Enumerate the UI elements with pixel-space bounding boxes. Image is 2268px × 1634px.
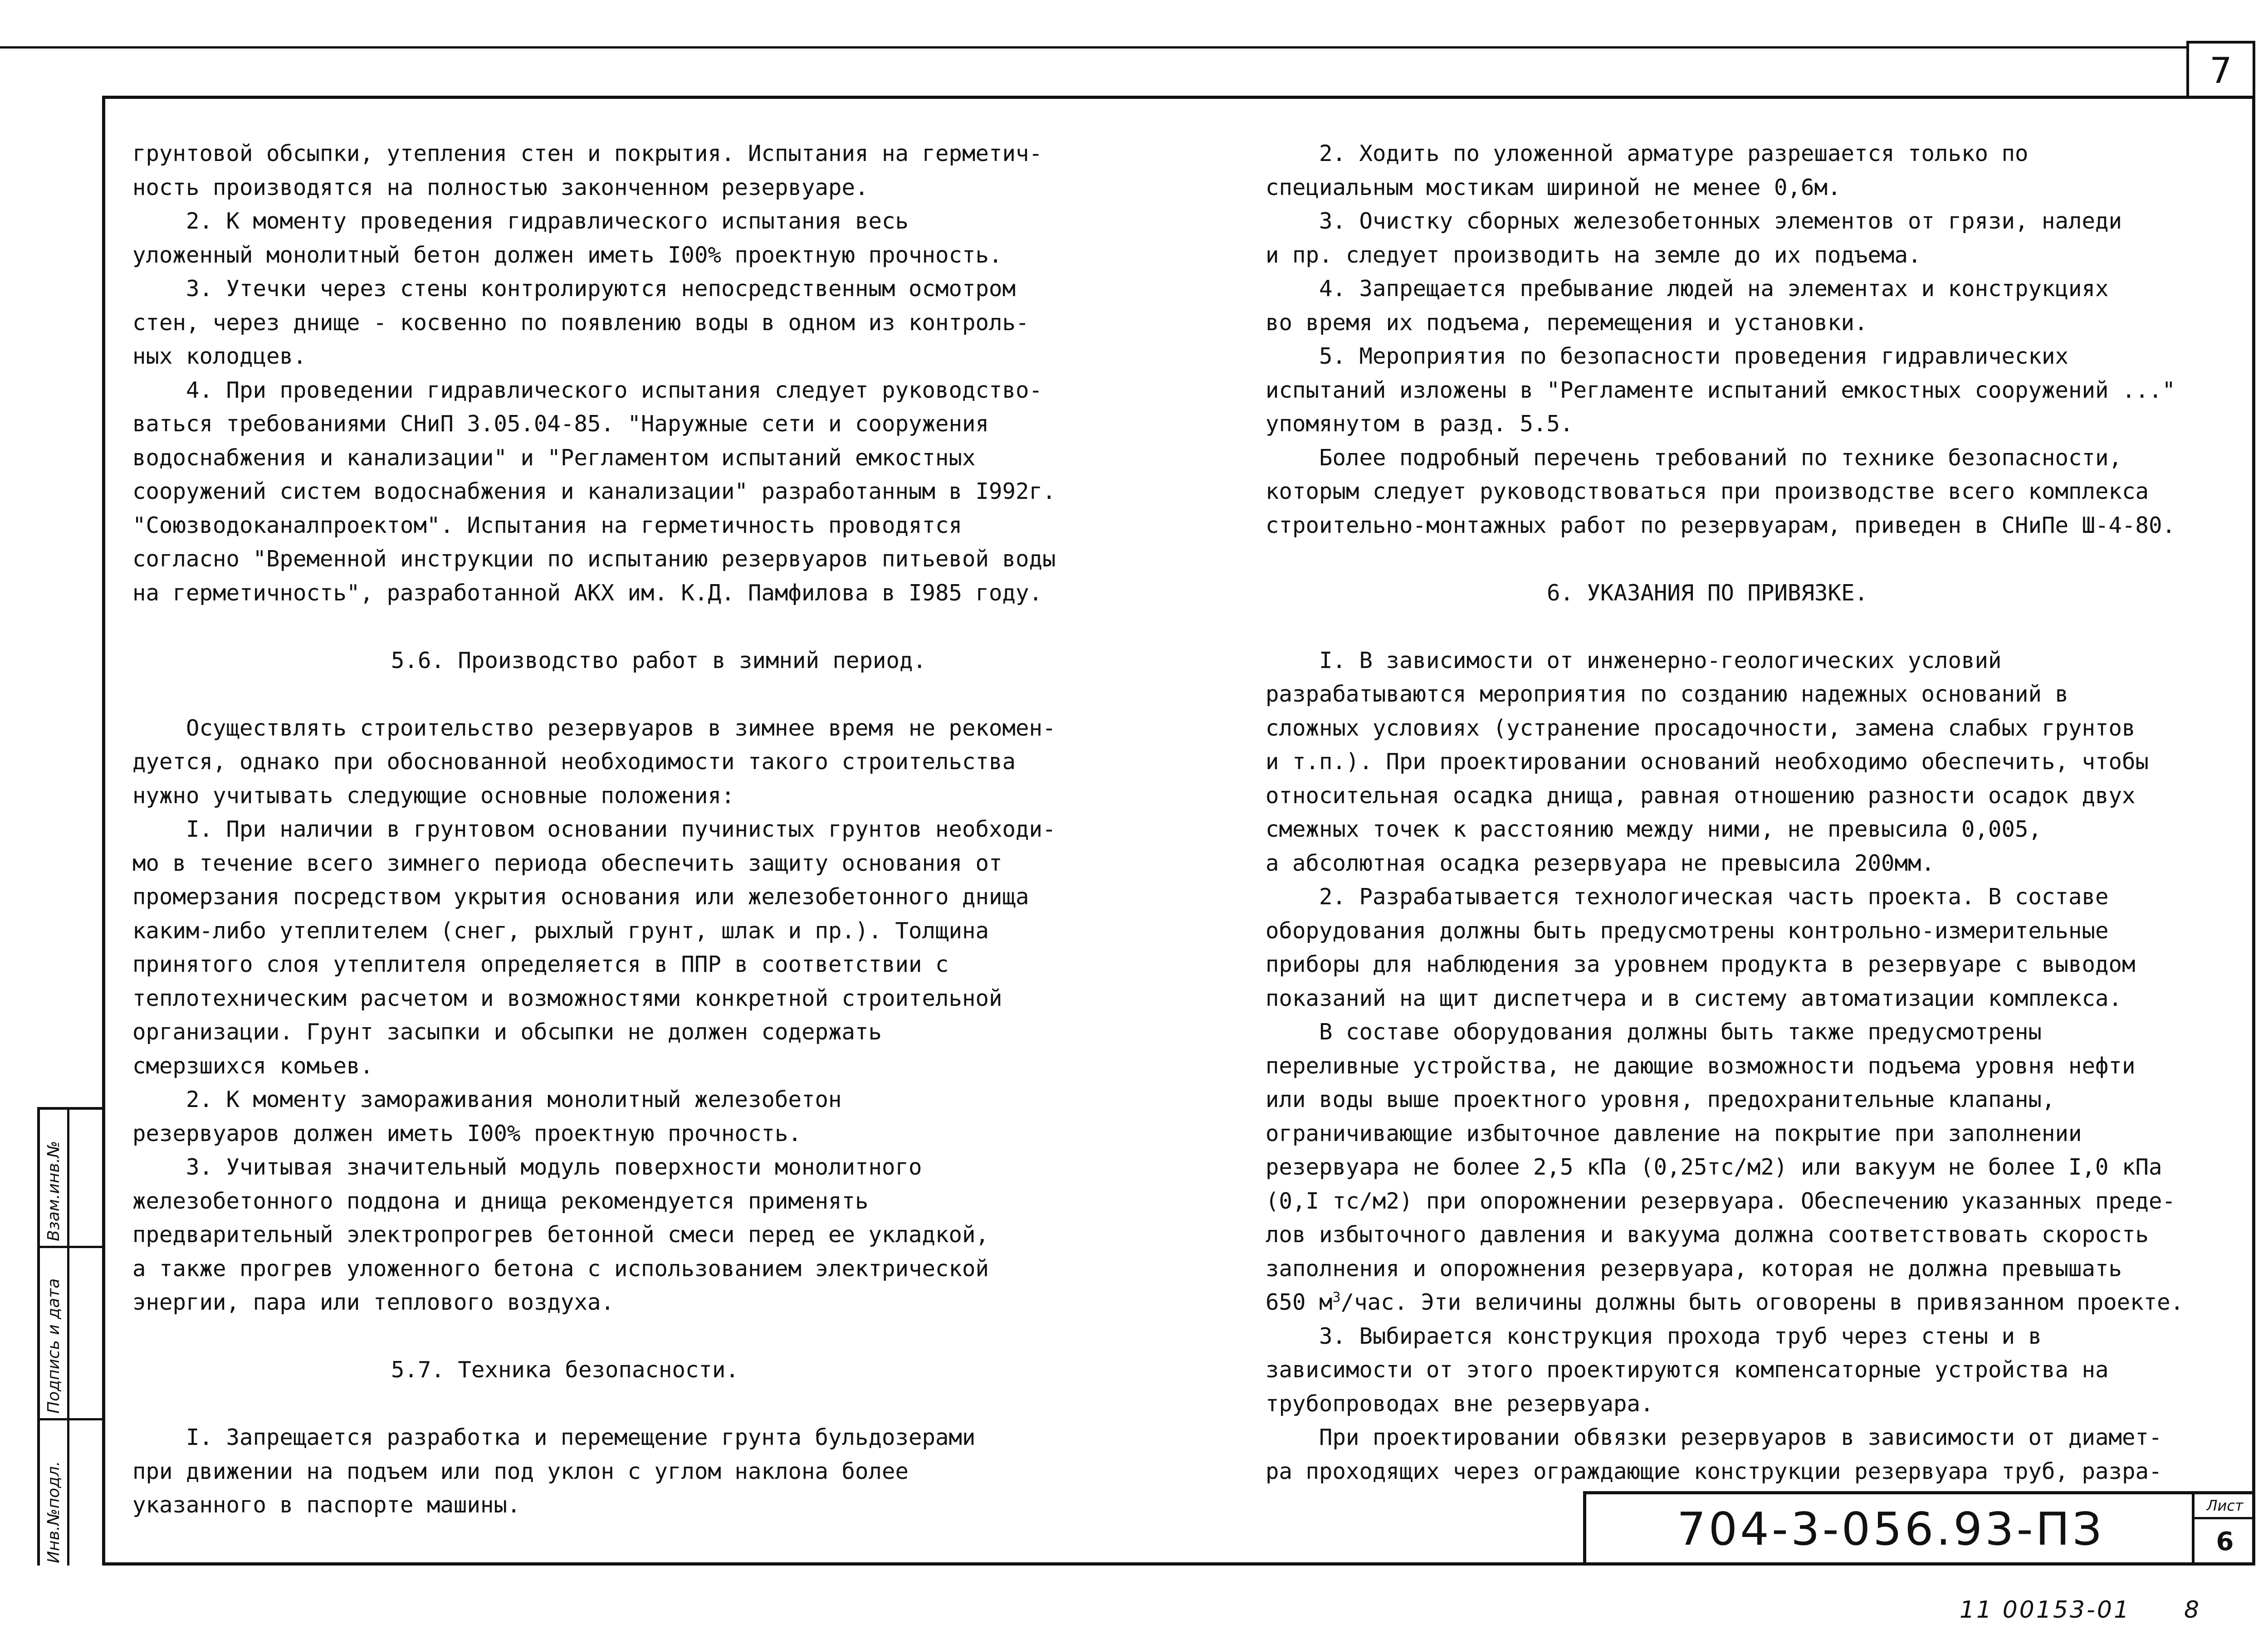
text-line: 2. Ходить по уложенной арматуре разрешается только по xyxy=(1266,141,2028,166)
text-line: водоснабжения и канализации" и "Регламентом испытаний емкостных xyxy=(132,444,976,471)
text-line: ограничивающие избыточное давление на покрытие при заполнении xyxy=(1266,1120,2082,1146)
text-line: резервуаров должен иметь I00% проектную прочность. xyxy=(132,1120,802,1146)
text-line: 2. Разрабатывается технологическая часть проекта. В составе xyxy=(1266,884,2109,910)
text-line: а также прогрев уложенного бетона с использованием электрической xyxy=(132,1255,989,1282)
sheet-number: 6 xyxy=(2216,1527,2234,1556)
text-line: заполнения и опорожнения резервуара, которая не должна превышать xyxy=(1266,1255,2122,1282)
text-line: ность производятся на полностью законченном резервуаре. xyxy=(132,174,869,200)
text-line: специальным мостикам шириной не менее 0,6м. xyxy=(1266,174,1841,200)
text-line: предварительный электропрогрев бетонной смеси перед ее укладкой, xyxy=(132,1222,989,1248)
right-para-6 xyxy=(1266,644,2232,881)
left-para-5 xyxy=(132,712,1158,813)
sheet-box xyxy=(2192,1494,2255,1566)
right-para-3 xyxy=(1266,272,2232,340)
text-line: которым следует руководствоваться при производстве всего комплекса xyxy=(1266,478,2149,504)
right-para-9 xyxy=(1266,1320,2232,1421)
text-line: "Союзводоканалпроектом". Испытания на герметичность проводятся xyxy=(132,512,963,538)
text-line: разрабатываются мероприятия по созданию надежных оснований в xyxy=(1266,681,2069,707)
left-para-6 xyxy=(132,813,1158,1083)
left-para-1 xyxy=(132,137,1158,205)
text-line: 3. Выбирается конструкция прохода труб через стены и в xyxy=(1266,1323,2042,1349)
right-para-5 xyxy=(1266,441,2232,543)
left-para-9 xyxy=(132,1421,1158,1522)
text-line: указанного в паспорте машины. xyxy=(132,1492,521,1518)
text-line: переливные устройства, не дающие возможности подъема уровня нефти xyxy=(1266,1053,2136,1079)
text-line: принятого слоя утеплителя определяется в ППР в соответствии с xyxy=(132,951,949,977)
text-line: В составе оборудования должны быть также предусмотрены xyxy=(1266,1019,2042,1045)
superscript: 3 xyxy=(1332,1289,1341,1306)
text-line: I. В зависимости от инженерно-геологических условий xyxy=(1266,647,2002,673)
text-line: или воды выше проектного уровня, предохранительные клапаны, xyxy=(1266,1087,2055,1112)
side-approval-strip xyxy=(37,1107,102,1566)
right-para-7 xyxy=(1266,880,2232,1015)
strip-divider-vertical xyxy=(67,1110,69,1566)
text-line: каким-либо утеплителем (снег, рыхлый грунт, шлак и пр.). Толщина xyxy=(132,917,989,944)
text-line: показаний на щит диспетчера и в систему автоматизации комплекса. xyxy=(1266,985,2122,1011)
corner-page-number: 7 xyxy=(2186,41,2255,99)
text-line: и пр. следует производить на земле до их подъема. xyxy=(1266,242,1921,268)
text-line: согласно "Временной инструкции по испытанию резервуаров питьевой воды xyxy=(132,546,1056,572)
text-line: упомянутом в разд. 5.5. xyxy=(1266,411,1574,437)
left-para-4 xyxy=(132,374,1158,610)
text-line: 4. Запрещается пребывание людей на элементах и конструкциях xyxy=(1266,276,2109,302)
text-line: ра проходящих через ограждающие конструкции резервуара труб, разра- xyxy=(1266,1458,2162,1484)
text-line: на герметичность", разработанной АКХ им. К.Д. Памфилова в I985 году. xyxy=(132,580,1043,606)
right-para-4 xyxy=(1266,340,2232,441)
text-line: смежных точек к расстоянию между ними, не превысила 0,005, xyxy=(1266,816,2042,842)
right-column xyxy=(1266,137,2232,1488)
section-heading-5-6: 5.6. Производство работ в зимний период. xyxy=(391,647,927,673)
text-line: энергии, пара или теплового воздуха. xyxy=(132,1289,615,1315)
sheet-label: Лист xyxy=(2195,1494,2255,1519)
text-line: промерзания посредством укрытия основания или железобетонного днища xyxy=(132,884,1029,910)
text-line: и т.п.). При проектировании оснований необходимо обеспечить, чтобы xyxy=(1266,749,2149,775)
text-line: 3. Очистку сборных железобетонных элементов от грязи, наледи xyxy=(1266,208,2122,234)
left-para-7 xyxy=(132,1083,1158,1151)
text-line-with-superscript xyxy=(1266,1286,2232,1320)
text-line: оборудования должны быть предусмотрены контрольно-измерительные xyxy=(1266,917,2109,944)
right-para-10 xyxy=(1266,1421,2232,1488)
title-stamp xyxy=(1583,1491,2255,1566)
section-heading-5-7: 5.7. Техника безопасности. xyxy=(391,1357,739,1383)
left-para-2 xyxy=(132,205,1158,272)
text-line: во время их подъема, перемещения и установки. xyxy=(1266,309,1868,336)
text-line: 4. При проведении гидравлического испытания следует руководство- xyxy=(132,377,1043,403)
document-code: 704-3-056.93-ПЗ xyxy=(1677,1502,2104,1556)
text-line: лов избыточного давления и вакуума должна соответствовать скорость xyxy=(1266,1222,2149,1248)
right-para-8 xyxy=(1266,1015,2232,1320)
text-line: стен, через днище - косвенно по появлению воды в одном из контроль- xyxy=(132,309,1029,336)
text-line: железобетонного поддона и днища рекомендуется применять xyxy=(132,1188,869,1214)
text-line: I. При наличии в грунтовом основании пучинистых грунтов необходи- xyxy=(132,816,1056,842)
text-line: смерзшихся комьев. xyxy=(132,1053,374,1079)
right-para-2 xyxy=(1266,205,2232,272)
strip-divider xyxy=(40,1246,105,1248)
strip-divider xyxy=(40,1418,105,1420)
text-line: а абсолютная осадка резервуара не превысила 200мм. xyxy=(1266,850,1935,876)
text-line: мо в течение всего зимнего периода обеспечить защиту основания от xyxy=(132,850,1002,876)
text-line: 5. Мероприятия по безопасности проведения гидравлических xyxy=(1266,343,2069,369)
inventory-number-label: Инв.№подл. xyxy=(44,1461,63,1563)
text-line: Более подробный перечень требований по технике безопасности, xyxy=(1266,444,2122,471)
top-border-line xyxy=(0,46,2187,49)
text-line: 3. Учитывая значительный модуль поверхности монолитного xyxy=(132,1154,922,1180)
text-line: нужно учитывать следующие основные положения: xyxy=(132,782,735,809)
text-line: дуется, однако при обоснованной необходимости такого строительства xyxy=(132,749,1016,775)
text-fragment: 650 м xyxy=(1266,1289,1333,1315)
text-line: испытаний изложены в "Регламенте испытаний емкостных сооружений ..." xyxy=(1266,377,2176,403)
text-line: при движении на подъем или под уклон с углом наклона более xyxy=(132,1458,909,1484)
text-line: трубопроводах вне резервуара. xyxy=(1266,1390,1654,1417)
footer-code: 11 00153-01 xyxy=(1960,1596,2131,1624)
text-line: резервуара не более 2,5 кПа (0,25тс/м2) или вакуум не более I,0 кПа xyxy=(1266,1154,2162,1180)
text-line: 2. К моменту проведения гидравлического испытания весь xyxy=(132,208,909,234)
text-fragment: /час. Эти величины должны быть оговорены в привязанном проекте. xyxy=(1340,1289,2184,1315)
text-line: грунтовой обсыпки, утепления стен и покрытия. Испытания на герметич- xyxy=(132,141,1043,166)
text-line: сооружений систем водоснабжения и канализации" разработанным в I992г. xyxy=(132,478,1056,504)
text-line: I. Запрещается разработка и перемещение грунта бульдозерами xyxy=(132,1424,976,1450)
text-line: зависимости от этого проектируются компенсаторные устройства на xyxy=(1266,1357,2109,1383)
text-line: ных колодцев. xyxy=(132,343,307,369)
left-column xyxy=(132,137,1158,1522)
left-para-3 xyxy=(132,272,1158,374)
signature-date-label: Подпись и дата xyxy=(44,1278,63,1414)
section-heading-6: 6. УКАЗАНИЯ ПО ПРИВЯЗКЕ. xyxy=(1547,580,1868,606)
text-line: 2. К моменту замораживания монолитный железобетон xyxy=(132,1087,842,1112)
right-para-1 xyxy=(1266,137,2232,205)
text-line: уложенный монолитный бетон должен иметь I00% проектную прочность. xyxy=(132,242,1002,268)
footer-page: 8 xyxy=(2184,1596,2200,1624)
text-line: теплотехническим расчетом и возможностями конкретной строительной xyxy=(132,985,1002,1011)
text-line: приборы для наблюдения за уровнем продукта в резервуаре с выводом xyxy=(1266,951,2136,977)
text-line: При проектировании обвязки резервуаров в зависимости от диамет- xyxy=(1266,1424,2162,1450)
replacement-inventory-label: Взам.инв.№ xyxy=(44,1141,63,1241)
text-line: 3. Утечки через стены контролируются непосредственным осмотром xyxy=(132,276,1016,302)
text-line: организации. Грунт засыпки и обсыпки не должен содержать xyxy=(132,1019,882,1045)
text-line: относительная осадка днища, равная отношению разности осадок двух xyxy=(1266,782,2136,809)
text-line: ваться требованиями СНиП 3.05.04-85. "Наружные сети и сооружения xyxy=(132,411,989,437)
text-line: Осуществлять строительство резервуаров в зимнее время не рекомен- xyxy=(132,715,1056,741)
text-line: строительно-монтажных работ по резервуарам, приведен в СНиПе Ш-4-80. xyxy=(1266,512,2176,538)
text-line: (0,I тс/м2) при опорожнении резервуара. Обеспечению указанных преде- xyxy=(1266,1188,2176,1214)
left-para-8 xyxy=(132,1151,1158,1320)
text-line: сложных условиях (устранение просадочности, замена слабых грунтов xyxy=(1266,715,2136,741)
